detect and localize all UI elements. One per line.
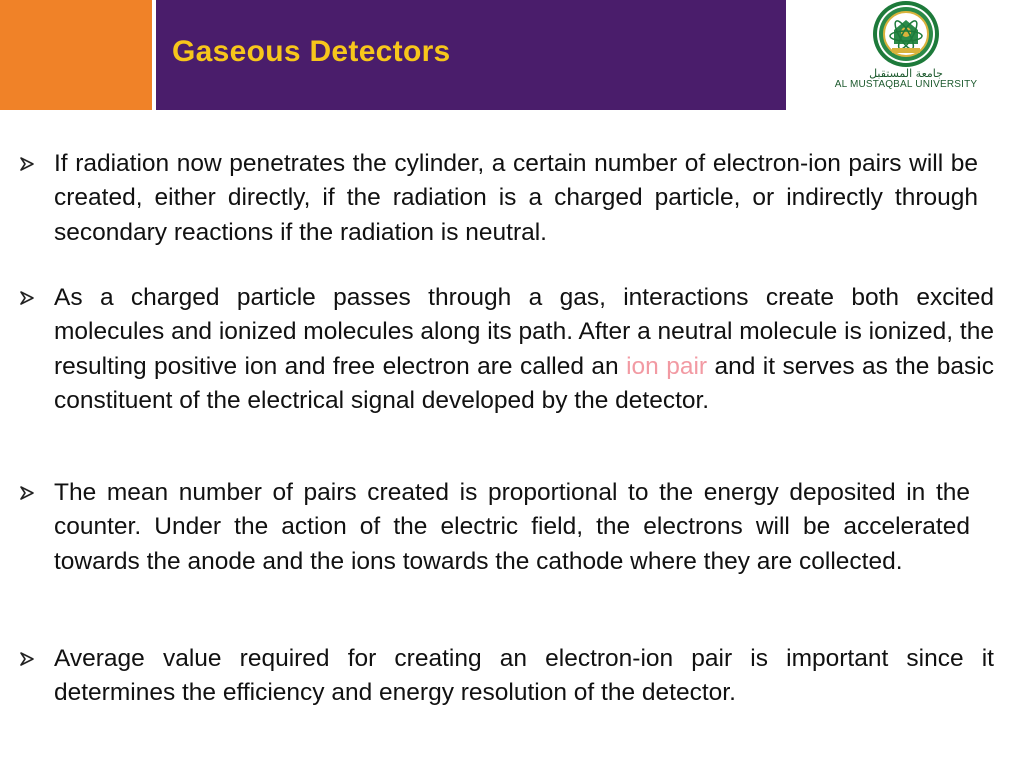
bullet-item [18,281,994,419]
header-orange-block [0,0,148,110]
page-title: Gaseous Detectors [172,35,451,68]
bullet-text [54,281,994,419]
bullet-text: Average value required for creating an electron-ion pair is important since it determines the efficiency and energy resolution of the detector. [54,645,994,707]
arrow-bullet-icon [18,281,54,315]
arrow-bullet-icon [18,476,54,510]
bullet-text: If radiation now penetrates the cylinder, a certain number of electron-ion pairs will be created, either directly, if the radiation is a charged particle, or indirectly through secondary reactions if the radiation is neutral. [54,150,978,246]
logo-arabic-name: جامعة المستقبل [869,67,943,80]
bullet-text-part: and it serves as the basic constituent of the electrical signal developed by the detector. [54,352,994,415]
bullet-text-part: As a charged particle passes through a gas, interactions create both excited molecules and ionized molecules along its path. After a neutral molecule is ionized, the resulting positive ion and free electron are called an [54,284,994,380]
arrow-bullet-icon [18,147,54,181]
highlighted-term: ion pair [626,352,708,380]
bullet-item [18,147,978,250]
logo-english-name: AL MUSTAQBAL UNIVERSITY [834,79,978,90]
bullet-item [18,642,994,711]
bullet-text: The mean number of pairs created is proportional to the energy deposited in the counter. Under the action of the electric field, the electrons will be accelerated towards the anode and the ions towards the cathode where they are collected. [54,479,970,575]
bullet-item [18,476,970,579]
arrow-bullet-icon [18,642,54,676]
